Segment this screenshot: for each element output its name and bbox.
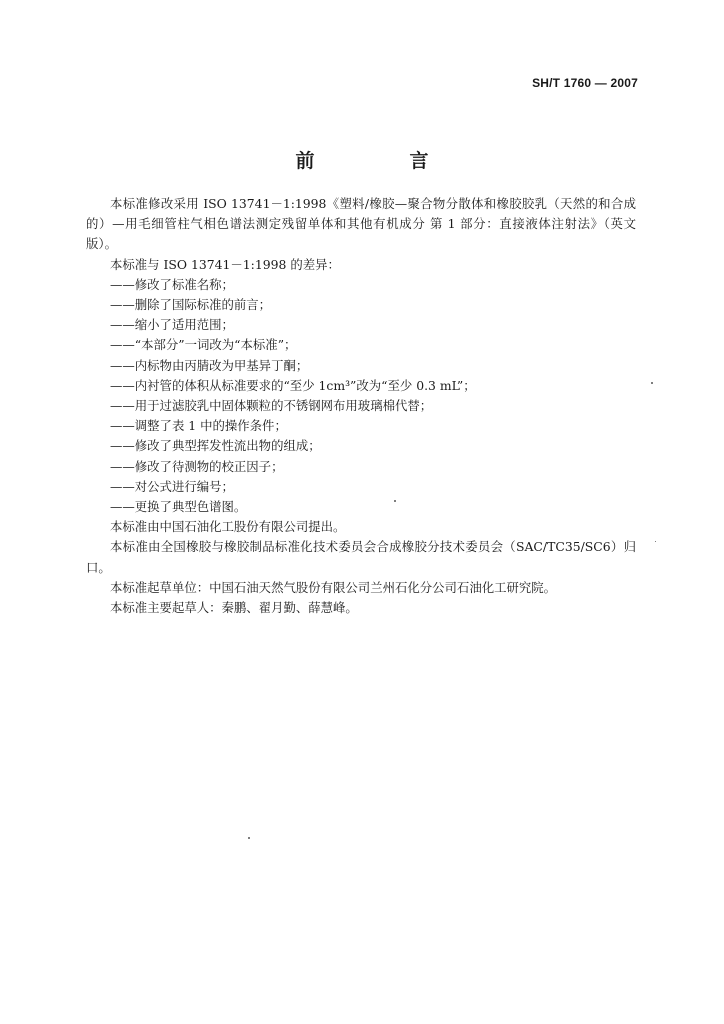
difference-item: ——缩小了适用范围；: [110, 317, 234, 333]
intro-paragraph: 本标准修改采用 ISO 13741－1:1998《塑料/橡胶—聚合物分散体和橡胶胶乳（天然的和合成的）—用毛细管柱气相色谱法测定残留单体和其他有机成分 第 1 部分：直接液体注射法》（英文版）。: [86, 196, 636, 252]
scan-speck: [651, 382, 653, 384]
scan-speck: [655, 541, 656, 542]
difference-item: ——对公式进行编号；: [110, 478, 234, 494]
scan-speck: [248, 837, 250, 839]
difference-item: ——修改了典型挥发性流出物的组成；: [110, 438, 321, 454]
drafters-paragraph: 本标准主要起草人：秦鹏、翟月勤、薛慧峰。: [110, 600, 358, 616]
page-title: 前 言: [295, 150, 467, 172]
difference-item: ——“本部分”一词改为“本标准”；: [110, 337, 297, 353]
difference-item: ——删除了国际标准的前言；: [110, 297, 272, 313]
difference-item: ——修改了标准名称；: [110, 276, 234, 292]
jurisdiction-paragraph: 本标准由全国橡胶与橡胶制品标准化技术委员会合成橡胶分技术委员会（SAC/TC35/SC6）归口。: [86, 539, 636, 575]
difference-item: ——内标物由丙腈改为甲基异丁酮；: [110, 357, 309, 373]
drafting-units-paragraph: 本标准起草单位：中国石油天然气股份有限公司兰州石化分公司石油化工研究院。: [110, 579, 557, 595]
difference-item: ——调整了表 1 中的操作条件；: [110, 418, 287, 434]
difference-item: ——内衬管的体积从标准要求的“至少 1cm³”改为“至少 0.3 mL”；: [110, 377, 476, 393]
proposer-paragraph: 本标准由中国石油化工股份有限公司提出。: [110, 519, 346, 535]
differences-intro: 本标准与 ISO 13741－1:1998 的差异：: [110, 256, 340, 272]
difference-item: ——修改了待测物的校正因子；: [110, 458, 284, 474]
differences-list: [86, 275, 636, 517]
standard-code: SH/T 1760 — 2007: [532, 76, 638, 90]
scan-speck: [394, 500, 396, 502]
difference-item: ——更换了典型色谱图。: [110, 499, 247, 515]
difference-item: ——用于过滤胶乳中固体颗粒的不锈钢网布用玻璃棉代替；: [110, 398, 433, 414]
foreword-body: [86, 194, 636, 618]
